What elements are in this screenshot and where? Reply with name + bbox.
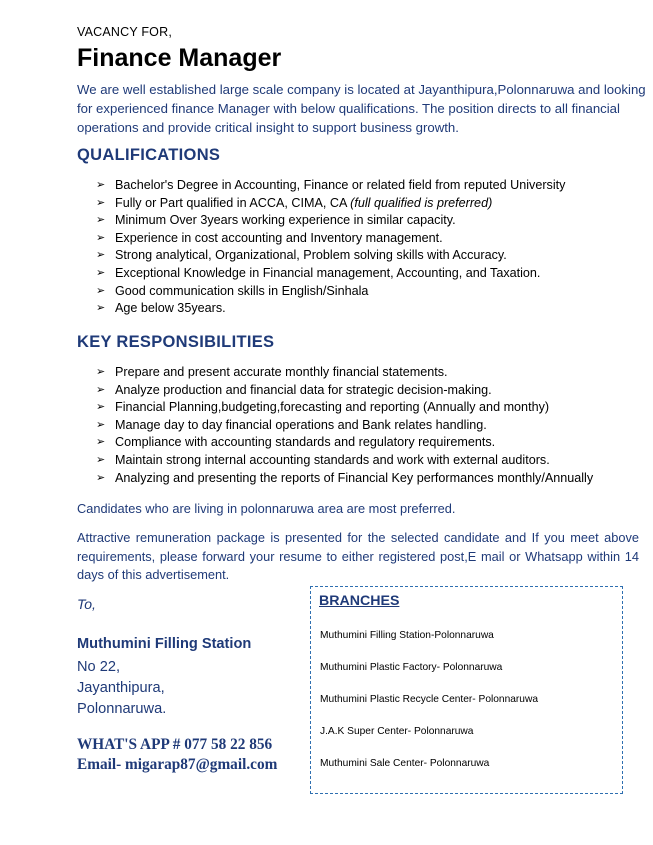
arrow-bullet-icon: ➢ xyxy=(96,436,106,449)
list-item: ➢ Minimum Over 3years working experience in similar capacity. xyxy=(96,212,646,230)
qualifications-heading: QUALIFICATIONS xyxy=(77,146,221,164)
intro-line: We are well established large scale company is located at Jayanthipura,Polonnaruwa and looking xyxy=(77,82,646,97)
remuneration-paragraph xyxy=(77,529,639,585)
address-line: No 22, xyxy=(77,659,120,675)
vacancy-label: VACANCY FOR, xyxy=(77,25,173,39)
list-item: ➢ Age below 35years. xyxy=(96,300,646,318)
remuneration-line: Attractive remuneration package is presented for the selected candidate and If you meet above xyxy=(77,530,639,545)
list-item: ➢ Analyzing and presenting the reports of Financial Key performances monthly/Annually xyxy=(96,470,646,488)
list-item: ➢ Compliance with accounting standards and regulatory requirements. xyxy=(96,434,646,452)
address-line: Polonnaruwa. xyxy=(77,701,167,717)
list-item: ➢ Fully or Part qualified in ACCA, CIMA, CA (full qualified is preferred) xyxy=(96,195,646,213)
branch-item: Muthumini Plastic Factory- Polonnaruwa xyxy=(320,662,503,673)
arrow-bullet-icon: ➢ xyxy=(96,284,106,297)
branches-box xyxy=(310,586,623,794)
arrow-bullet-icon: ➢ xyxy=(96,366,106,378)
intro-line: for experienced finance Manager with below qualifications. The position directs to all financial xyxy=(77,101,620,116)
arrow-bullet-icon: ➢ xyxy=(96,418,106,431)
list-item: ➢ Strong analytical, Organizational, Problem solving skills with Accuracy. xyxy=(96,247,646,265)
arrow-bullet-icon: ➢ xyxy=(96,302,106,315)
arrow-bullet-icon: ➢ xyxy=(96,383,106,396)
arrow-bullet-icon: ➢ xyxy=(96,266,106,279)
qualifications-list xyxy=(96,177,646,318)
responsibilities-heading: KEY RESPONSIBILITIES xyxy=(77,333,275,351)
preference-note: Candidates who are living in polonnaruwa area are most preferred. xyxy=(77,501,456,516)
branches-heading: BRANCHES xyxy=(319,593,400,609)
salutation: To, xyxy=(77,596,96,612)
qualification-note: (full qualified is preferred) xyxy=(350,195,493,210)
email-address[interactable]: migarap87@gmail.com xyxy=(125,756,278,773)
list-item: ➢ Prepare and present accurate monthly financial statements. xyxy=(96,364,646,382)
list-item: ➢ Analyze production and financial data for strategic decision-making. xyxy=(96,382,646,400)
intro-line: operations and provide critical insight to support business growth. xyxy=(77,120,459,135)
email-label: Email- xyxy=(77,756,122,773)
arrow-bullet-icon: ➢ xyxy=(96,179,106,191)
branch-item: Muthumini Filling Station-Polonnaruwa xyxy=(320,630,494,641)
branch-item: Muthumini Plastic Recycle Center- Polonnaruwa xyxy=(320,694,538,705)
postal-address xyxy=(77,657,166,720)
list-item: ➢ Financial Planning,budgeting,forecasting and reporting (Annually and monthy) xyxy=(96,399,646,417)
page-title: Finance Manager xyxy=(77,44,282,72)
email-line xyxy=(77,756,277,774)
whatsapp-number: WHAT'S APP # 077 58 22 856 xyxy=(77,736,273,753)
arrow-bullet-icon: ➢ xyxy=(96,471,106,484)
intro-paragraph xyxy=(77,80,652,137)
arrow-bullet-icon: ➢ xyxy=(96,249,106,262)
list-item: ➢ Maintain strong internal accounting standards and work with external auditors. xyxy=(96,452,646,470)
address-line: Jayanthipura, xyxy=(77,680,165,696)
list-item: ➢ Bachelor's Degree in Accounting, Finance or related field from reputed University xyxy=(96,177,646,195)
arrow-bullet-icon: ➢ xyxy=(96,401,106,414)
remuneration-line: requirements, please forward your resume to either registered post,E mail or Whatsapp within 14 xyxy=(77,548,639,564)
branch-item: Muthumini Sale Center- Polonnaruwa xyxy=(320,758,490,769)
arrow-bullet-icon: ➢ xyxy=(96,196,106,209)
list-item: ➢ Good communication skills in English/Sinhala xyxy=(96,283,646,301)
responsibilities-list xyxy=(96,364,646,487)
arrow-bullet-icon: ➢ xyxy=(96,453,106,466)
list-item: ➢ Exceptional Knowledge in Financial management, Accounting, and Taxation. xyxy=(96,265,646,283)
list-item: ➢ Experience in cost accounting and Inventory management. xyxy=(96,230,646,248)
arrow-bullet-icon: ➢ xyxy=(96,231,106,244)
list-item: ➢ Manage day to day financial operations and Bank relates handling. xyxy=(96,417,646,435)
remuneration-line: days of this advertisement. xyxy=(77,567,230,582)
branch-item: J.A.K Super Center- Polonnaruwa xyxy=(320,726,474,737)
company-name: Muthumini Filling Station xyxy=(77,636,252,652)
arrow-bullet-icon: ➢ xyxy=(96,214,106,227)
